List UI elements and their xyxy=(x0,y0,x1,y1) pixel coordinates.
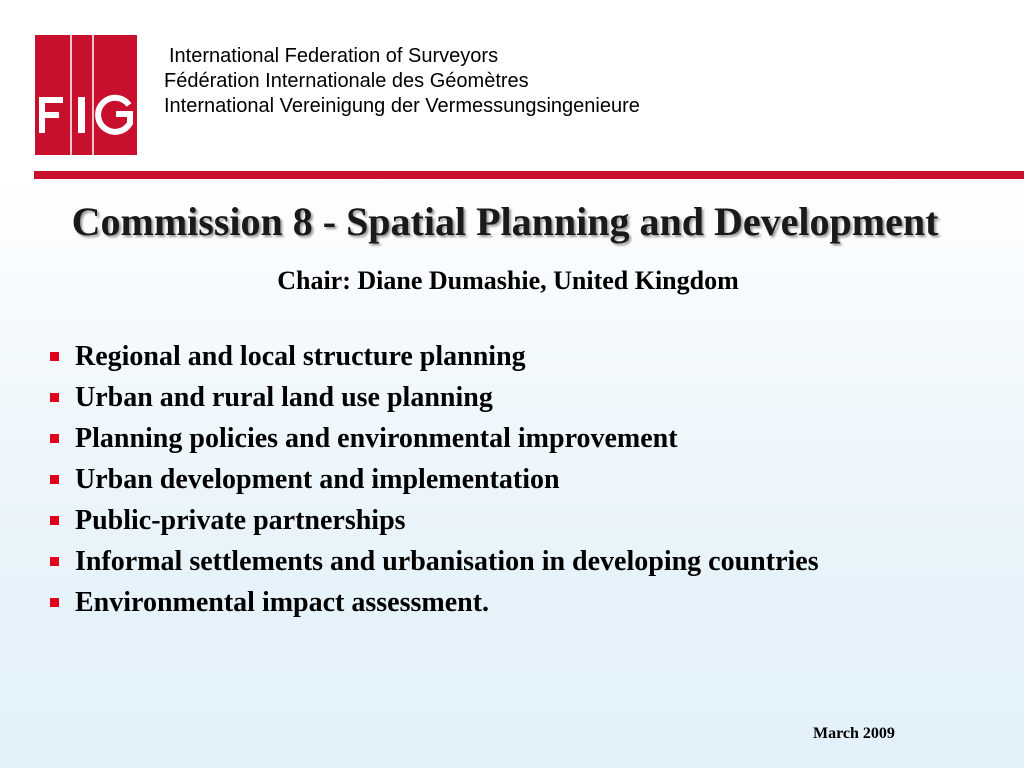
list-item xyxy=(46,541,819,582)
fig-logo xyxy=(35,35,137,155)
org-name-german: International Vereinigung der Vermessungsingenieure xyxy=(164,95,640,117)
list-item xyxy=(46,336,819,377)
bullet-text: Urban and rural land use planning xyxy=(75,381,493,413)
bullet-text: Informal settlements and urbanisation in developing countries xyxy=(75,545,819,577)
bullet-text: Regional and local structure planning xyxy=(75,340,526,372)
square-bullet-icon xyxy=(50,598,59,607)
header-divider xyxy=(34,171,1024,179)
bullet-list xyxy=(46,336,819,623)
org-name-english: International Federation of Surveyors xyxy=(169,45,499,67)
list-item xyxy=(46,500,819,541)
square-bullet-icon xyxy=(50,475,59,484)
square-bullet-icon xyxy=(50,352,59,361)
bullet-text: Environmental impact assessment. xyxy=(75,586,490,618)
bullet-text: Planning policies and environmental improvement xyxy=(75,422,678,454)
list-item xyxy=(46,377,819,418)
square-bullet-icon xyxy=(50,393,59,402)
bullet-text: Urban development and implementation xyxy=(75,463,560,495)
list-item xyxy=(46,582,819,623)
fig-logo-mark xyxy=(35,35,137,155)
organization-names xyxy=(164,44,640,119)
slide-subtitle: Chair: Diane Dumashie, United Kingdom xyxy=(277,266,739,295)
org-name-french: Fédération Internationale des Géomètres xyxy=(164,70,529,92)
square-bullet-icon xyxy=(50,434,59,443)
list-item xyxy=(46,459,819,500)
square-bullet-icon xyxy=(50,557,59,566)
bullet-text: Public-private partnerships xyxy=(75,504,406,536)
square-bullet-icon xyxy=(50,516,59,525)
slide-title: Commission 8 - Spatial Planning and Development xyxy=(71,199,939,244)
list-item xyxy=(46,418,819,459)
footer-date: March 2009 xyxy=(813,725,895,742)
